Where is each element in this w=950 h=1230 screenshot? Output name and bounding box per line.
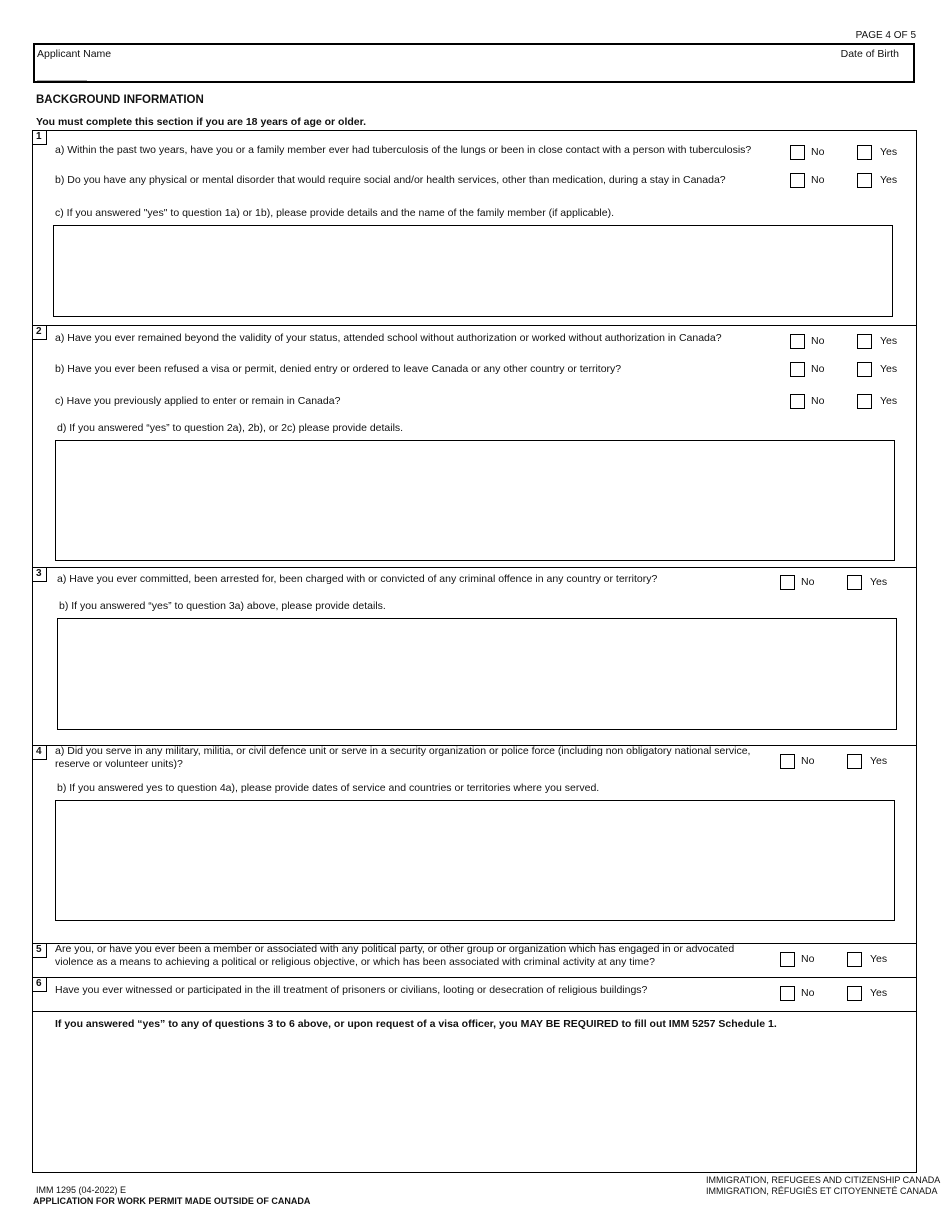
- section-title: BACKGROUND INFORMATION: [36, 94, 204, 106]
- question-1a-text: a) Within the past two years, have you or a family member ever had tuberculosis of the lungs or been in close contact with a person with tuberculosis?: [55, 144, 752, 156]
- question-2c-text: c) Have you previously applied to enter or remain in Canada?: [55, 395, 341, 407]
- question-number: 2: [33, 326, 47, 340]
- section-divider: [33, 567, 916, 568]
- q5-no-checkbox[interactable]: [780, 952, 795, 967]
- q4a-yes-checkbox[interactable]: [847, 754, 862, 769]
- q1b-no-checkbox[interactable]: [790, 173, 805, 188]
- question-1b-text: b) Do you have any physical or mental disorder that would require social and/or health services, other than medication, during a stay in Canada?: [55, 174, 726, 186]
- no-label: No: [811, 174, 825, 186]
- no-label: No: [811, 363, 825, 375]
- question-6-text: Have you ever witnessed or participated in the ill treatment of prisoners or civilians, looting or desecration of religious buildings?: [55, 984, 648, 996]
- question-number: 4: [33, 746, 47, 760]
- q4a-no-checkbox[interactable]: [780, 754, 795, 769]
- q6-no-checkbox[interactable]: [780, 986, 795, 1001]
- question-2a-text: a) Have you ever remained beyond the validity of your status, attended school without authorization or worked without authorization in Canada?: [55, 332, 722, 344]
- question-4b-text: b) If you answered yes to question 4a), please provide dates of service and countries or territories where you served.: [57, 782, 600, 794]
- q5-yes-checkbox[interactable]: [847, 952, 862, 967]
- section-note: You must complete this section if you are 18 years of age or older.: [36, 116, 367, 128]
- department-name: [706, 1175, 940, 1197]
- q2b-no-checkbox[interactable]: [790, 362, 805, 377]
- form-code: IMM 1295 (04-2022) E: [36, 1185, 127, 1195]
- no-label: No: [811, 395, 825, 407]
- q2a-no-checkbox[interactable]: [790, 334, 805, 349]
- no-label: No: [801, 576, 815, 588]
- question-number: 5: [33, 944, 47, 958]
- no-label: No: [801, 987, 815, 999]
- question-5-text: Are you, or have you ever been a member or associated with any political party, or other group or organization which has engaged in or advocated violence as a means to achieving a political or religious objective, or which has been associated with criminal activity at any time?: [55, 943, 735, 968]
- yes-label: Yes: [880, 174, 898, 186]
- q1a-no-checkbox[interactable]: [790, 145, 805, 160]
- yes-label: Yes: [880, 363, 898, 375]
- question-number: 1: [33, 131, 47, 145]
- q2d-details-textarea[interactable]: [55, 440, 895, 561]
- yes-label: Yes: [870, 755, 888, 767]
- q3a-yes-checkbox[interactable]: [847, 575, 862, 590]
- no-label: No: [811, 146, 825, 158]
- no-label: No: [801, 755, 815, 767]
- q2c-yes-checkbox[interactable]: [857, 394, 872, 409]
- question-4a-text: a) Did you serve in any military, militia, or civil defence unit or serve in a security organization or police force (including non obligatory national service, reserve or volunteer units)?: [55, 745, 751, 770]
- question-number: 6: [33, 978, 47, 992]
- q2b-yes-checkbox[interactable]: [857, 362, 872, 377]
- applicant-header-box: [33, 43, 915, 83]
- schedule-1-warning: If you answered “yes” to any of questions 3 to 6 above, or upon request of a visa officer, you MAY BE REQUIRED to fill out IMM 5257 Schedule 1.: [55, 1018, 777, 1030]
- q3a-no-checkbox[interactable]: [780, 575, 795, 590]
- question-3a-text: a) Have you ever committed, been arrested for, been charged with or convicted of any criminal offence in any country or territory?: [57, 573, 658, 585]
- yes-label: Yes: [870, 953, 888, 965]
- yes-label: Yes: [880, 146, 898, 158]
- department-name-fr: IMMIGRATION, RÉFUGIÉS ET CITOYENNETÉ CANADA: [706, 1186, 938, 1196]
- yes-label: Yes: [870, 576, 888, 588]
- question-3b-text: b) If you answered “yes” to question 3a) above, please provide details.: [59, 600, 386, 612]
- no-label: No: [811, 335, 825, 347]
- yes-label: Yes: [870, 987, 888, 999]
- q4b-details-textarea[interactable]: [55, 800, 895, 921]
- department-name-en: IMMIGRATION, REFUGEES AND CITIZENSHIP CANADA: [706, 1175, 941, 1185]
- q1a-yes-checkbox[interactable]: [857, 145, 872, 160]
- question-1c-text: c) If you answered "yes" to question 1a) or 1b), please provide details and the name of the family member (if applicable).: [55, 207, 614, 219]
- question-number: 3: [33, 568, 47, 582]
- q3b-details-textarea[interactable]: [57, 618, 897, 730]
- q2a-yes-checkbox[interactable]: [857, 334, 872, 349]
- no-label: No: [801, 953, 815, 965]
- applicant-name-label: Applicant Name: [37, 48, 112, 60]
- date-of-birth-label: Date of Birth: [840, 48, 899, 60]
- section-divider: [33, 325, 916, 326]
- applicant-name-field[interactable]: [37, 66, 87, 81]
- q1c-details-textarea[interactable]: [53, 225, 893, 317]
- q1b-yes-checkbox[interactable]: [857, 173, 872, 188]
- q6-yes-checkbox[interactable]: [847, 986, 862, 1001]
- yes-label: Yes: [880, 335, 898, 347]
- question-2b-text: b) Have you ever been refused a visa or permit, denied entry or ordered to leave Canada or any other country or territory?: [55, 363, 622, 375]
- section-divider: [33, 1011, 916, 1012]
- yes-label: Yes: [880, 395, 898, 407]
- q2c-no-checkbox[interactable]: [790, 394, 805, 409]
- section-divider: [33, 977, 916, 978]
- question-2d-text: d) If you answered “yes” to question 2a), 2b), or 2c) please provide details.: [57, 422, 404, 434]
- form-title: APPLICATION FOR WORK PERMIT MADE OUTSIDE OF CANADA: [33, 1196, 311, 1206]
- page-number: PAGE 4 OF 5: [855, 30, 916, 41]
